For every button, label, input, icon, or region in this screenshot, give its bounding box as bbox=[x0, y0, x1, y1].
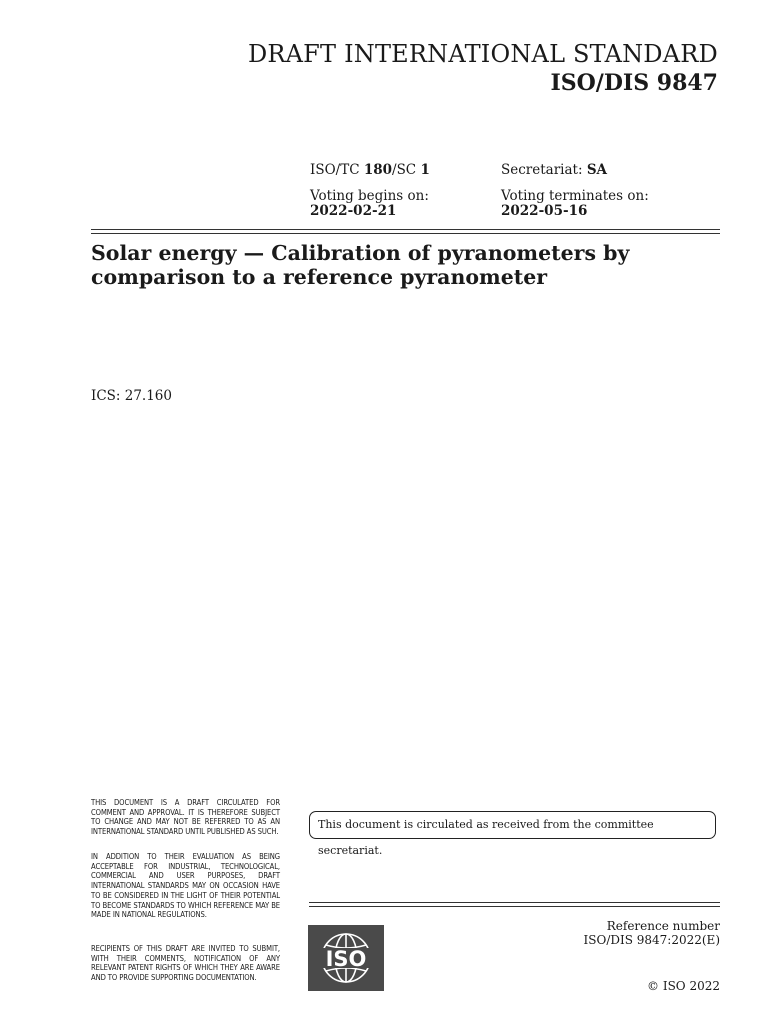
committee-sc-number: 1 bbox=[420, 162, 430, 178]
footer-rule-bottom bbox=[309, 906, 720, 907]
document-type-heading: DRAFT INTERNATIONAL STANDARD bbox=[247, 40, 718, 68]
committee-separator: /SC bbox=[392, 162, 421, 178]
document-number: ISO/DIS 9847 bbox=[550, 70, 718, 96]
secretariat-label: Secretariat: bbox=[501, 162, 587, 178]
document-title bbox=[91, 241, 651, 289]
draft-notice-2: IN ADDITION TO THEIR EVALUATION AS BEING ACCEPTABLE FOR INDUSTRIAL, TECHNOLOGICAL, COMMERCIAL AND USER PURPOSES, DRAFT INTERNATIONAL STANDARDS MAY ON OCCASION HAVE TO BE CONSIDERED IN THE LIGHT OF THEIR POTENTIAL TO BECOME STANDARDS TO WHICH REFERENCE MAY BE MADE IN NATIONAL REGULATIONS. bbox=[91, 852, 280, 920]
reference-number-label: Reference number bbox=[606, 919, 720, 933]
secretariat-value: SA bbox=[586, 162, 608, 178]
committee-prefix: ISO/TC bbox=[310, 162, 364, 178]
draft-notice-1: THIS DOCUMENT IS A DRAFT CIRCULATED FOR COMMENT AND APPROVAL. IT IS THEREFORE SUBJECT TO CHANGE AND MAY NOT BE REFERRED TO AS AN INTERNATIONAL STANDARD UNTIL PUBLISHED AS SUCH. bbox=[91, 798, 280, 837]
voting-terminates-date: 2022-05-16 bbox=[501, 203, 588, 219]
voting-terminates-label: Voting terminates on: bbox=[501, 188, 649, 204]
circulation-note-text: This document is circulated as received from the committee secretariat. bbox=[318, 818, 654, 857]
committee-tc-number: 180 bbox=[363, 162, 393, 178]
secretariat bbox=[501, 162, 607, 178]
footer-rule-top bbox=[309, 902, 720, 903]
committee-reference bbox=[310, 162, 430, 178]
title-rule-bottom bbox=[91, 233, 720, 234]
document-title-line-2: comparison to a reference pyranometer bbox=[91, 265, 548, 289]
draft-notice-3: RECIPIENTS OF THIS DRAFT ARE INVITED TO SUBMIT, WITH THEIR COMMENTS, NOTIFICATION OF ANY RELEVANT PATENT RIGHTS OF WHICH THEY ARE AWARE AND TO PROVIDE SUPPORTING DOCUMENTATION. bbox=[91, 944, 280, 983]
title-rule-top bbox=[91, 229, 720, 230]
document-title-line-1: Solar energy — Calibration of pyranometers by bbox=[91, 241, 630, 265]
circulation-note-box bbox=[309, 811, 716, 857]
voting-begins-date: 2022-02-21 bbox=[310, 203, 397, 219]
iso-logo bbox=[308, 925, 384, 991]
voting-begins-label: Voting begins on: bbox=[310, 188, 429, 204]
reference-number-value: ISO/DIS 9847:2022(E) bbox=[583, 933, 720, 947]
ics-code: ICS: 27.160 bbox=[91, 388, 172, 404]
copyright-notice: © ISO 2022 bbox=[647, 979, 720, 993]
iso-logo-text: ISO bbox=[325, 947, 367, 971]
